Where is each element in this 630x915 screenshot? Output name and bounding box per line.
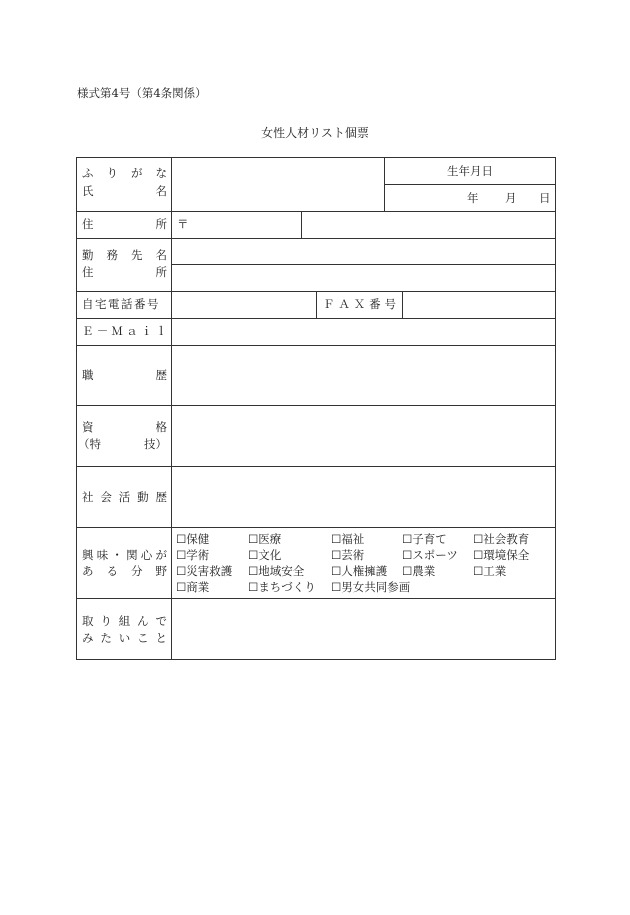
interest-checkbox-danjo[interactable]: ☐男女共同参画 (331, 580, 411, 594)
interest-checkbox-geijutsu[interactable]: ☐芸術 (331, 548, 365, 562)
furigana-char: り (106, 166, 118, 180)
interest-checkbox-shougyou[interactable]: ☐商業 (176, 580, 210, 594)
interests-char: あ (82, 564, 94, 578)
interest-checkbox-machizukuri[interactable]: ☐まちづくり (248, 580, 316, 594)
furigana-char: ふ (82, 166, 94, 180)
social-activity-label (82, 490, 167, 505)
month-label: 月 (505, 191, 517, 205)
workplace-name-label (82, 248, 167, 263)
wish-char: こ (137, 631, 149, 645)
home-phone-field[interactable] (172, 292, 316, 318)
career-char: 職 (82, 368, 94, 382)
interests-char: が (155, 548, 167, 562)
year-label: 年 (467, 191, 479, 205)
interest-checkbox-kougyou[interactable]: ☐工業 (473, 564, 507, 578)
email-char: ｌ (155, 324, 167, 338)
wish-char: で (155, 614, 167, 628)
interest-checkbox-chiiki-anzen[interactable]: ☐地域安全 (248, 564, 305, 578)
skill-close: 技） (144, 437, 167, 451)
furigana-label (82, 166, 167, 181)
interests-label-line1 (82, 548, 167, 563)
wish-char: み (82, 631, 94, 645)
wish-field[interactable] (172, 599, 555, 659)
career-char: 歴 (155, 368, 167, 382)
email-char: Ｍ (111, 324, 123, 338)
address-char: 所 (155, 217, 167, 231)
workplace-char: 先 (131, 248, 143, 262)
fax-char: Ａ (338, 297, 350, 311)
social-char: 活 (118, 490, 131, 504)
workplace-char: 務 (106, 248, 118, 262)
form-number: 様式第4号（第4条関係） (77, 86, 207, 100)
qualification-char: 格 (155, 420, 167, 434)
interests-char: 味 (96, 548, 109, 562)
skill-open: （特 (78, 437, 101, 451)
fax-char: 号 (384, 297, 396, 311)
wish-char: い (118, 631, 131, 645)
postal-mark: 〒 (177, 217, 189, 231)
email-char: ａ (126, 324, 138, 338)
interest-checkbox-jinken[interactable]: ☐人権擁護 (331, 564, 388, 578)
name-label (82, 184, 167, 199)
address-char: 住 (82, 217, 94, 231)
interest-checkbox-fukushi[interactable]: ☐福祉 (331, 532, 365, 546)
qualification-char: 資 (82, 420, 94, 434)
interests-char: 心 (140, 548, 153, 562)
fax-char: Ｘ (353, 297, 366, 311)
career-field[interactable] (172, 346, 555, 405)
birthdate-label: 生年月日 (447, 164, 493, 178)
furigana-char: が (131, 166, 143, 180)
skill-label (78, 437, 167, 452)
furigana-char: な (155, 166, 167, 180)
wish-char: り (100, 614, 112, 628)
fax-char: 番 (369, 297, 381, 311)
workplace-char: 名 (155, 248, 167, 262)
email-char: － (96, 324, 109, 338)
name-char: 氏 (82, 184, 94, 198)
form-title: 女性人材リスト個票 (261, 126, 369, 140)
workplace-address-char: 住 (82, 265, 94, 279)
workplace-address-label (82, 265, 167, 280)
address-label (82, 217, 167, 232)
name-char: 名 (155, 184, 167, 198)
workplace-address-char: 所 (155, 265, 167, 279)
workplace-name-field[interactable] (172, 239, 555, 264)
day-label: 日 (539, 191, 551, 205)
social-activity-field[interactable] (172, 467, 555, 527)
name-field[interactable] (172, 158, 384, 211)
address-field[interactable] (302, 212, 555, 238)
fax-label (323, 297, 396, 312)
wish-char: た (100, 631, 112, 645)
interest-checkbox-saigai[interactable]: ☐災害救護 (176, 564, 233, 578)
social-char: 歴 (155, 490, 167, 504)
email-char: Ｅ (82, 324, 94, 338)
email-label (82, 324, 167, 339)
interest-checkbox-sports[interactable]: ☐スポーツ (402, 548, 458, 562)
qualification-label (82, 420, 167, 435)
interests-label-line2 (82, 564, 167, 579)
interest-checkbox-nougyou[interactable]: ☐農業 (402, 564, 436, 578)
interests-char: 興 (82, 548, 94, 562)
email-field[interactable] (172, 319, 555, 345)
home-phone-label: 自宅電話番号 (82, 297, 160, 311)
career-label (82, 368, 167, 383)
interests-char: 野 (155, 564, 167, 578)
interest-checkbox-iryou[interactable]: ☐医療 (248, 532, 282, 546)
wish-char: ん (137, 614, 149, 628)
workplace-address-field[interactable] (172, 265, 555, 291)
wish-label-line1 (82, 614, 167, 629)
interests-char: る (106, 564, 118, 578)
birthdate-field[interactable] (385, 185, 555, 211)
wish-char: 組 (118, 614, 131, 628)
postal-code-field[interactable] (192, 212, 301, 238)
email-char: ｉ (140, 324, 153, 338)
interest-checkbox-bunka[interactable]: ☐文化 (248, 548, 282, 562)
interest-checkbox-kankyou[interactable]: ☐環境保全 (473, 548, 530, 562)
social-char: 社 (82, 490, 94, 504)
fax-char: Ｆ (323, 297, 335, 311)
interests-char: ・ (111, 548, 123, 562)
workplace-char: 勤 (82, 248, 94, 262)
interest-checkbox-kosodate[interactable]: ☐子育て (402, 532, 447, 546)
interest-checkbox-gakujutsu[interactable]: ☐学術 (176, 548, 210, 562)
social-char: 会 (100, 490, 112, 504)
interests-char: 関 (126, 548, 138, 562)
wish-label-line2 (82, 631, 167, 646)
qualification-field[interactable] (172, 406, 555, 466)
social-char: 動 (137, 490, 149, 504)
fax-field[interactable] (403, 292, 555, 318)
wish-char: と (155, 631, 167, 645)
interests-char: 分 (131, 564, 143, 578)
interest-checkbox-shakai-kyouiku[interactable]: ☐社会教育 (473, 532, 530, 546)
interest-checkbox-hoken[interactable]: ☐保健 (176, 532, 210, 546)
wish-char: 取 (82, 614, 94, 628)
